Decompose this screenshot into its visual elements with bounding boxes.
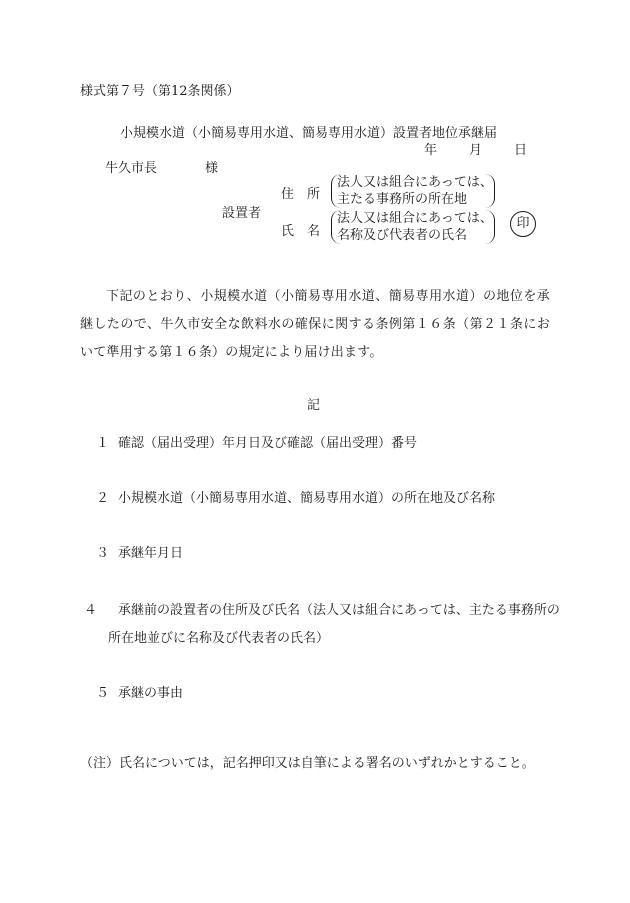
item-text: 承継年月日 [118, 546, 184, 561]
list-item-5 [96, 680, 558, 708]
item-number: ４ [84, 603, 98, 618]
date-year: 年 [424, 143, 438, 158]
name-note-line-1: 法人又は組合にあっては、 [337, 211, 493, 226]
date-day: 日 [514, 143, 528, 158]
list-item-3 [96, 540, 558, 568]
ki-heading: 記 [307, 398, 321, 413]
addressee [105, 157, 218, 176]
addressee-honorific: 様 [205, 161, 219, 176]
item-number: ３ [96, 546, 110, 561]
body-text: 下記のとおり、小規模水道（小簡易専用水道、簡易専用水道）の地位を承継したので、牛久市安全な飲料水の確保に関する条例第１６条（第２１条において準用する第１６条）の規定により届け出ます。 [80, 289, 550, 360]
footnote: （注）氏名については，記名押印又は自筆による署名のいずれかとすること。 [80, 756, 535, 771]
item-text: 確認（届出受理）年月日及び確認（届出受理）番号 [118, 436, 418, 451]
date-month: 月 [469, 143, 483, 158]
list-item-1 [96, 430, 558, 458]
address-note-bracket [331, 174, 495, 208]
form-number: 様式第７号（第12条関係） [80, 84, 240, 99]
name-note-line-2: 名称及び代表者の氏名 [337, 228, 468, 243]
date-line [424, 139, 527, 158]
item-number: ２ [96, 491, 110, 506]
addressee-name: 牛久市長 [105, 161, 158, 176]
address-note-line-2: 主たる事務所の所在地 [337, 192, 468, 207]
applicant-role-label: 設置者 [222, 206, 262, 221]
item-number: ５ [96, 686, 110, 701]
address-note-line-1: 法人又は組合にあっては、 [337, 175, 493, 190]
list-item-2 [96, 485, 558, 513]
address-label: 住 所 [281, 187, 321, 202]
item-text: 承継前の設置者の住所及び氏名（法人又は組合にあっては、主たる事務所の所在地並びに名称及び代表者の氏名） [108, 603, 560, 646]
item-text: 承継の事由 [118, 686, 184, 701]
document-title: 小規模水道（小簡易専用水道、簡易専用水道）設置者地位承継届 [120, 126, 498, 141]
seal-mark: 印 [510, 211, 536, 237]
name-label: 氏 名 [281, 224, 321, 239]
name-note-bracket [331, 210, 495, 244]
list-item-4 [84, 597, 570, 653]
body-paragraph [80, 283, 550, 367]
item-number: １ [96, 436, 110, 451]
item-text: 小規模水道（小簡易専用水道、簡易専用水道）の所在地及び名称 [118, 491, 496, 506]
